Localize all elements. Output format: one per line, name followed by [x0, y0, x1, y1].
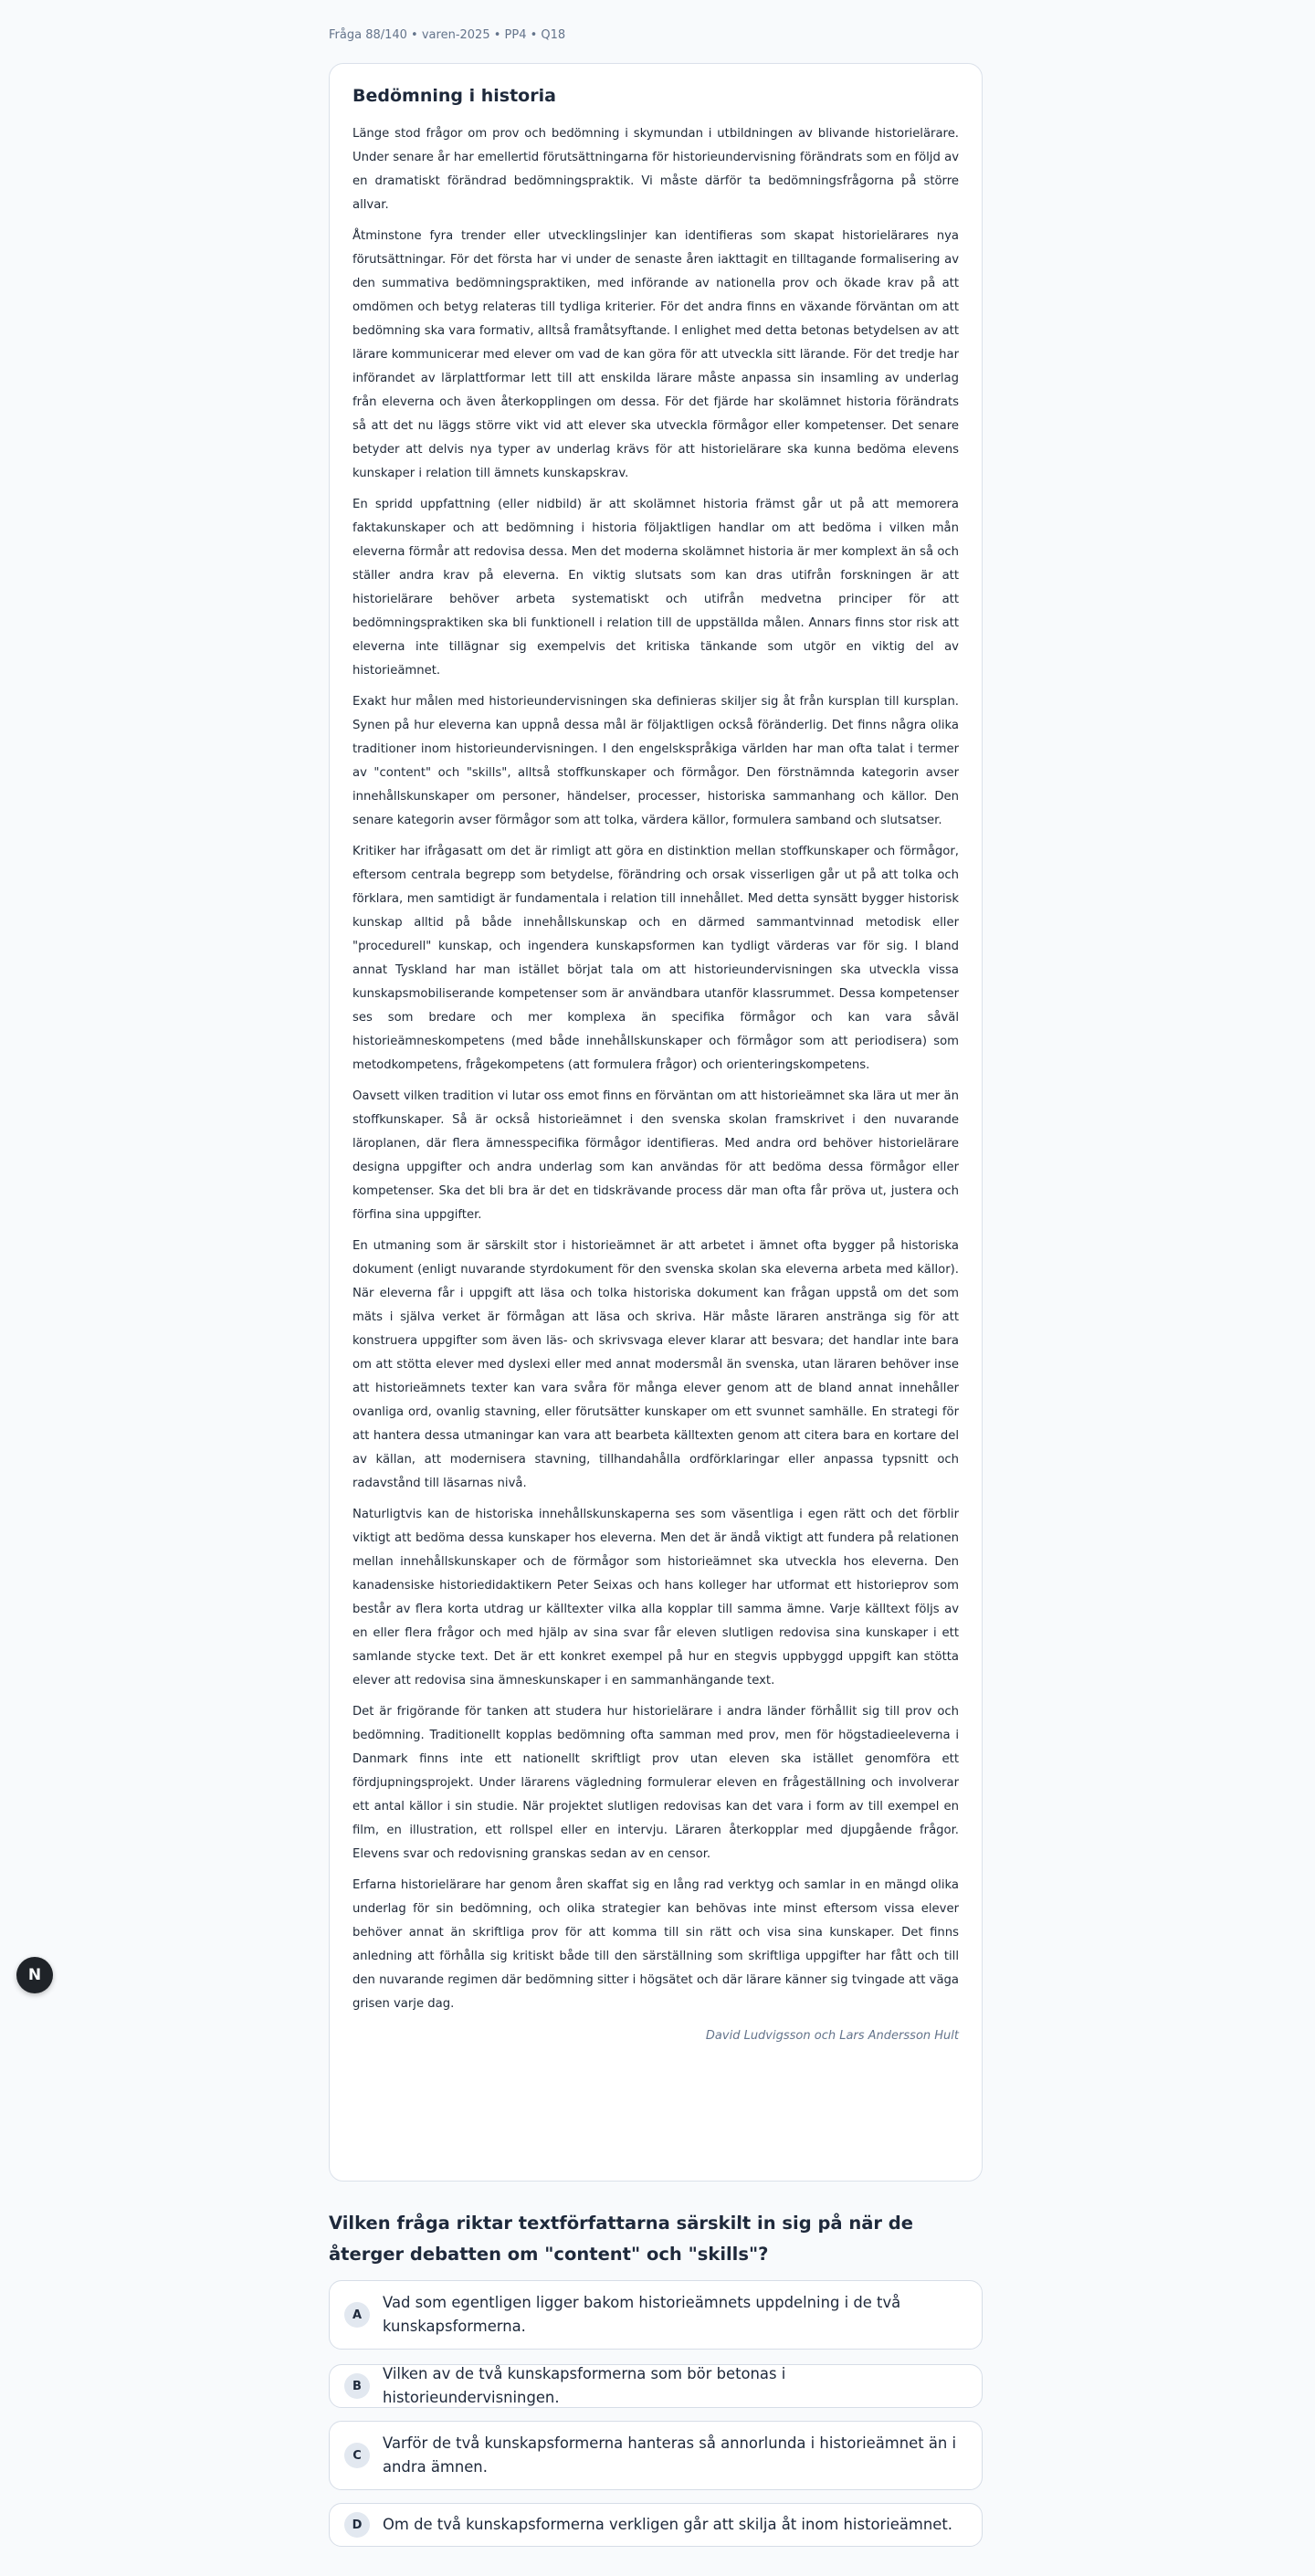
article-paragraph: Kritiker har ifrågasatt om det är rimligt att göra en distinktion mellan stoffkunskaper och förmågor, eftersom centrala begrepp som betydelse, förändring och orsak visserligen går ut på att tolka och förklara, men samtidigt är fundamentala i relation till innehållet. Med detta synsätt bygger historisk kunskap alltid på både innehållskunskap och en därmed sammantvinnad metodisk eller "procedurell" kunskap, och ingendera kunskapsformen kan tydligt värderas var för sig. I bland annat Tyskland har man istället börjat tala om att historieundervisningen ska utveckla vissa kunskapsmobiliserande kompetenser som är användbara utanför klassrummet. Dessa kompetenser ses som bredare och mer komplexa än specifika förmågor och kan vara såväl historieämneskompetens (med både innehållskunskaper och förmågor som att periodisera) som metodkompetens, frågekompetens (att formulera frågor) och orienteringskompetens. [352, 845, 959, 1072]
article-paragraph: Oavsett vilken tradition vi lutar oss emot finns en förväntan om att historieämnet ska lära ut mer än stoffkunskaper. Så är också historieämnet i den svenska skolan framskrivet i den nuvarande läroplanen, där flera ämnesspecifika förmågor identifieras. Med andra ord behöver historielärare designa uppgifter och andra underlag som kan användas för att bedöma dessa förmågor eller kompetenser. Ska det bli bra är det en tidskrävande process där man ofta får pröva ut, justera och förfina sina uppgifter. [352, 1089, 959, 1222]
article-paragraph: En utmaning som är särskilt stor i historieämnet är att arbetet i ämnet ofta bygger på historiska dokument (enligt nuvarande styrdokument för den svenska skolan ska eleverna arbeta med källor). När eleverna får i uppgift att läsa och tolka historiska dokument kan frågan uppstå om det som mäts i själva verket är förmågan att läsa och skriva. Här måste läraren anstränga sig för att konstruera uppgifter som även läs- och skrivsvaga elever klarar att besvara; det handlar inte bara om att stötta elever med dyslexi eller med annat modersmål än svenska, utan läraren behöver inse att historieämnets texter kan vara svåra för många elever genom att de bland annat innehåller ovanliga ord, ovanlig stavning, eller förutsätter kunskaper om ett svunnet samhälle. En strategi för att hantera dessa utmaningar kan vara att bearbeta källtexten genom att citera bara en kortare del av källan, att modernisera stavning, tillhandahålla ordförklaringar eller anpassa typsnitt och radavstånd till läsarnas nivå. [352, 1239, 959, 1490]
article-card [329, 63, 983, 2182]
option-text: Vad som egentligen ligger bakom historieämnets uppdelning i de två kunskapsformerna. [383, 2294, 901, 2335]
nextjs-logo-icon[interactable] [16, 1957, 53, 1993]
article-paragraph: Länge stod frågor om prov och bedömning i skymundan i utbildningen av blivande historielärare. Under senare år har emellertid förutsättningarna för historieundervisning förändrats som en följd av en dramatiskt förändrad bedömningspraktik. Vi måste därför ta bedömningsfrågorna på större allvar. [352, 127, 959, 212]
breadcrumb: Fråga 88/140 • varen-2025 • PP4 • Q18 [329, 28, 566, 42]
option-letter-badge: D [344, 2512, 370, 2538]
answer-option-d[interactable] [329, 2503, 983, 2547]
article-paragraph: Åtminstone fyra trender eller utvecklingslinjer kan identifieras som skapat historielärares nya förutsättningar. För det första har vi under de senaste åren iakttagit en tilltagande formalisering av den summativa bedömningspraktiken, med införande av nationella prov och ökade krav på att omdömen och betyg relateras till tydliga kriterier. För det andra finns en växande förväntan om att bedömning ska vara formativ, alltså framåtsyftande. I enlighet med detta betonas betydelsen av att lärare kommunicerar med elever om vad de kan göra för att utveckla sitt lärande. För det tredje har införandet av lärplattformar lett till att enskilda lärare måste anpassa sin insamling av underlag från eleverna och även återkopplingen om dessa. För det fjärde har skolämnet historia förändrats så att det nu läggs större vikt vid att elever ska utveckla förmågor eller kompetenser. Det senare betyder att delvis nya typer av underlag krävs för att historielärare ska kunna bedöma elevens kunskaper i relation till ämnets kunskapskrav. [352, 229, 959, 480]
floating-button-label: N [27, 1966, 42, 1984]
question-text: Vilken fråga riktar textförfattarna särskilt in sig på när de återger debatten om "content" och "skills"? [329, 2213, 913, 2265]
option-text: Om de två kunskapsformerna verkligen går att skilja åt inom historieämnet. [383, 2516, 952, 2533]
option-letter-badge: C [344, 2443, 370, 2468]
answer-option-b[interactable] [329, 2364, 983, 2408]
article-paragraph: Naturligtvis kan de historiska innehållskunskaperna ses som väsentliga i egen rätt och det förblir viktigt att bedöma dessa kunskaper hos eleverna. Men det är ändå viktigt att fundera på relationen mellan innehållskunskaper och de förmågor som historieämnet ska utveckla hos eleverna. Den kanadensiske historiedidaktikern Peter Seixas och hans kolleger har utformat ett historieprov som består av flera korta utdrag ur källtexter vilka alla kopplar till samma ämne. Varje källtext följs av en eller flera frågor och med hjälp av sina svar får eleven slutligen redovisa sina kunskaper i ett samlande stycke text. Det är ett konkret exempel på hur en stegvis uppbyggd uppgift kan stötta elever att redovisa sina ämneskunskaper i en sammanhängande text. [352, 1508, 959, 1688]
option-text: Vilken av de två kunskapsformerna som bör betonas i historieundervisningen. [383, 2365, 786, 2406]
option-text: Varför de två kunskapsformerna hanteras så annorlunda i historieämnet än i andra ämnen. [383, 2434, 957, 2476]
article-title: Bedömning i historia [352, 86, 556, 106]
answer-option-c[interactable] [329, 2421, 983, 2490]
option-letter-badge: A [344, 2302, 370, 2328]
article-author: David Ludvigsson och Lars Andersson Hult [705, 2029, 959, 2043]
article-paragraph: Erfarna historielärare har genom åren skaffat sig en lång rad verktyg och samlar in en mängd olika underlag för sin bedömning, och olika strategier kan behövas inte minst eftersom vissa elever behöver annat än skriftliga prov för att komma till sin rätt och visa sina kunskaper. Det finns anledning att förhålla sig kritiskt både till den särställning som skriftliga uppgifter har fått och till den nuvarande regimen där bedömning sitter i högsätet och där lärare känner sig tvingade att väga grisen varje dag. [352, 1878, 959, 2011]
article-paragraph: Exakt hur målen med historieundervisningen ska definieras skiljer sig åt från kursplan till kursplan. Synen på hur eleverna kan uppnå dessa mål är följaktligen också föränderlig. Det finns några olika traditioner inom historieundervisningen. I den engelskspråkiga världen har man ofta talat i termer av "content" och "skills", alltså stoffkunskaper och förmågor. Den förstnämnda kategorin avser innehållskunskaper om personer, händelser, processer, historiska sammanhang och källor. Den senare kategorin avser förmågor som att tolka, värdera källor, formulera samband och slutsatser. [352, 695, 959, 827]
article-paragraph: En spridd uppfattning (eller nidbild) är att skolämnet historia främst går ut på att memorera faktakunskaper och att bedömning i historia följaktligen handlar om att bedöma i vilken mån eleverna förmår att redovisa dessa. Men det moderna skolämnet historia är mer komplext än så och ställer andra krav på eleverna. En viktig slutsats som kan dras utifrån forskningen är att historielärare behöver arbeta systematiskt och utifrån medvetna principer för att bedömningspraktiken ska bli funktionell i relation till de uppställda målen. Annars finns stor risk att eleverna inte tillägnar sig exempelvis det kritiska tänkande som utgör en viktig del av historieämnet. [352, 498, 959, 678]
answer-option-a[interactable] [329, 2280, 983, 2350]
article-paragraph: Det är frigörande för tanken att studera hur historielärare i andra länder förhållit sig till prov och bedömning. Traditionellt kopplas bedömning ofta samman med prov, men för högstadieeleverna i Danmark finns inte ett nationellt skriftligt prov utan eleven ska istället genomföra ett fördjupningsprojekt. Under lärarens vägledning formulerar eleven en frågeställning och involverar ett antal källor i sin studie. När projektet slutligen redovisas kan det vara i form av till exempel en film, en illustration, ett rollspel eller en intervju. Läraren återkopplar med djupgående frågor. Elevens svar och redovisning granskas sedan av en censor. [352, 1705, 959, 1861]
option-letter-badge: B [344, 2373, 370, 2399]
